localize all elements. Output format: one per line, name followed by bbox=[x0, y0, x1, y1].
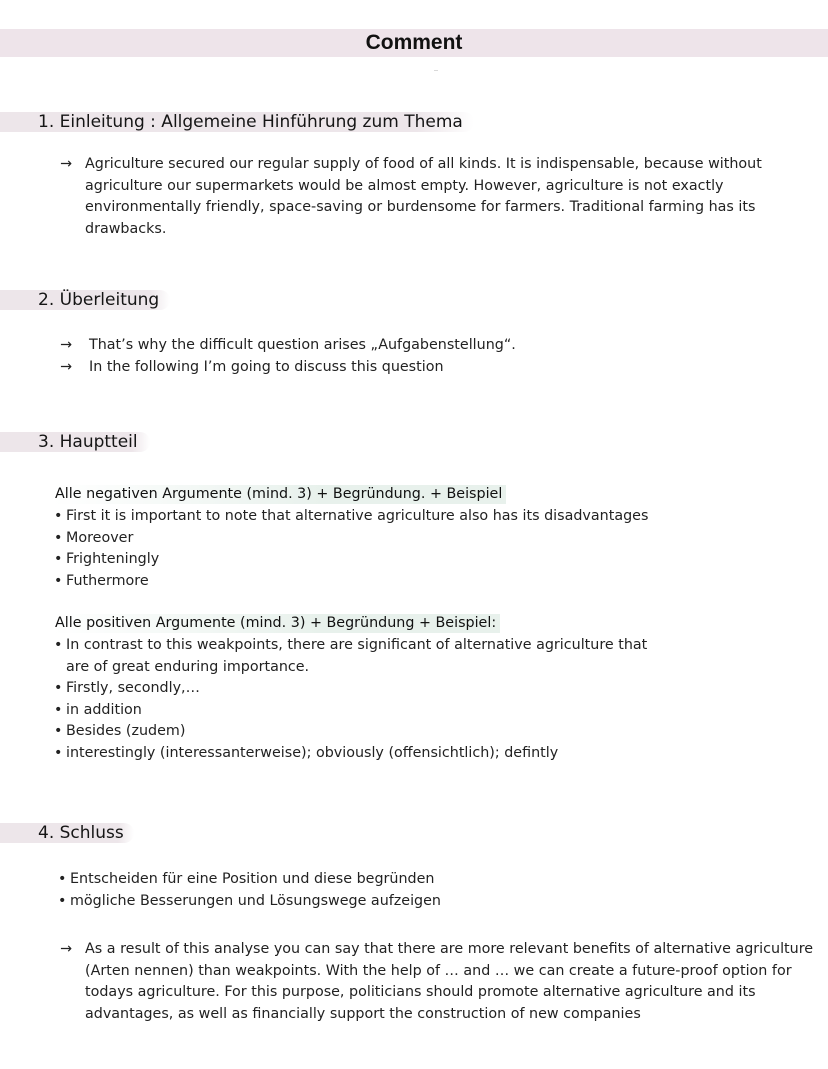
arrow-icon: → bbox=[60, 337, 72, 353]
arrow-icon: → bbox=[60, 156, 72, 172]
bullet-icon: • bbox=[54, 723, 63, 740]
section-heading-text: 4. Schluss bbox=[38, 823, 124, 843]
arrow-icon: → bbox=[60, 359, 72, 375]
text-line: agriculture our supermarkets would be almost empty. However, agriculture is not exactly bbox=[85, 177, 724, 194]
bullet-icon: • bbox=[54, 572, 63, 589]
section-heading-einleitung bbox=[0, 112, 474, 132]
list-item: • Entscheiden für eine Position und diese begründen bbox=[58, 869, 441, 891]
list-item: • Besides (zudem) bbox=[54, 721, 647, 743]
list-item: • Frighteningly bbox=[54, 549, 648, 571]
bullet-icon: • bbox=[54, 529, 63, 546]
text-line: That’s why the difficult question arises „Aufgabenstellung“. bbox=[89, 337, 516, 353]
list-item: • First it is important to note that alternative agriculture also has its disadvantages bbox=[54, 506, 648, 528]
section-heading-ueberleitung bbox=[0, 290, 170, 310]
arrow-icon: → bbox=[60, 941, 72, 957]
bullet-icon: • bbox=[54, 744, 63, 761]
section-heading-hauptteil bbox=[0, 432, 150, 452]
bullet-icon: • bbox=[54, 680, 63, 697]
section-heading-text: 1. Einleitung : Allgemeine Hinführung zum Thema bbox=[38, 112, 463, 132]
bullet-icon: • bbox=[54, 508, 63, 524]
bullet-icon: • bbox=[54, 551, 63, 568]
bullet-icon: • bbox=[54, 701, 63, 718]
list-item-continuation: are of great enduring importance. bbox=[66, 658, 310, 675]
bullet-icon: • bbox=[58, 871, 67, 887]
text-line: (Arten nennen) than weakpoints. With the help of … and … we can create a future-proof option for bbox=[85, 962, 792, 979]
list-item: • In contrast to this weakpoints, there are significant of alternative agriculture that bbox=[54, 635, 647, 657]
text-line: Agriculture secured our regular supply of food of all kinds. It is indispensable, because without bbox=[85, 156, 762, 172]
page-title: Comment bbox=[365, 31, 463, 54]
schluss-paragraph bbox=[85, 939, 820, 1025]
schluss-list bbox=[58, 869, 441, 912]
bullet-icon: • bbox=[54, 637, 63, 653]
positive-arguments-list bbox=[54, 635, 647, 765]
text-line: environmentally friendly, space-saving or burdensome for farmers. Traditional farming has its bbox=[85, 199, 756, 215]
list-item: • Moreover bbox=[54, 528, 648, 550]
text-line: As a result of this analyse you can say that there are more relevant benefits of alternative agriculture bbox=[85, 941, 814, 957]
negative-arguments-heading: Alle negativen Argumente (mind. 3) + Begründung. + Beispiel bbox=[53, 485, 506, 504]
divider bbox=[434, 70, 438, 71]
section-heading-text: 2. Überleitung bbox=[38, 290, 160, 310]
text-line: drawbacks. bbox=[85, 220, 167, 237]
section-heading-text: 3. Hauptteil bbox=[38, 432, 138, 452]
einleitung-paragraph bbox=[85, 154, 805, 240]
title-bar bbox=[0, 29, 828, 57]
text-line: todays agriculture. For this purpose, politicians should promote alternative agriculture and its bbox=[85, 984, 756, 1000]
list-item: • Firstly, secondly,… bbox=[54, 678, 647, 700]
list-item: • interestingly (interessanterweise); obviously (offensichtlich); defintly bbox=[54, 743, 647, 765]
bullet-icon: • bbox=[58, 892, 67, 909]
text-line: advantages, as well as financially support the construction of new companies bbox=[85, 1005, 641, 1022]
positive-arguments-heading: Alle positiven Argumente (mind. 3) + Begründung + Beispiel: bbox=[53, 614, 500, 633]
list-item: • mögliche Besserungen und Lösungswege aufzeigen bbox=[58, 891, 441, 913]
list-item: • Futhermore bbox=[54, 571, 648, 593]
text-line: In the following I’m going to discuss this question bbox=[89, 359, 444, 375]
section-heading-schluss bbox=[0, 823, 134, 843]
negative-arguments-list bbox=[54, 506, 648, 592]
list-item: • in addition bbox=[54, 700, 647, 722]
